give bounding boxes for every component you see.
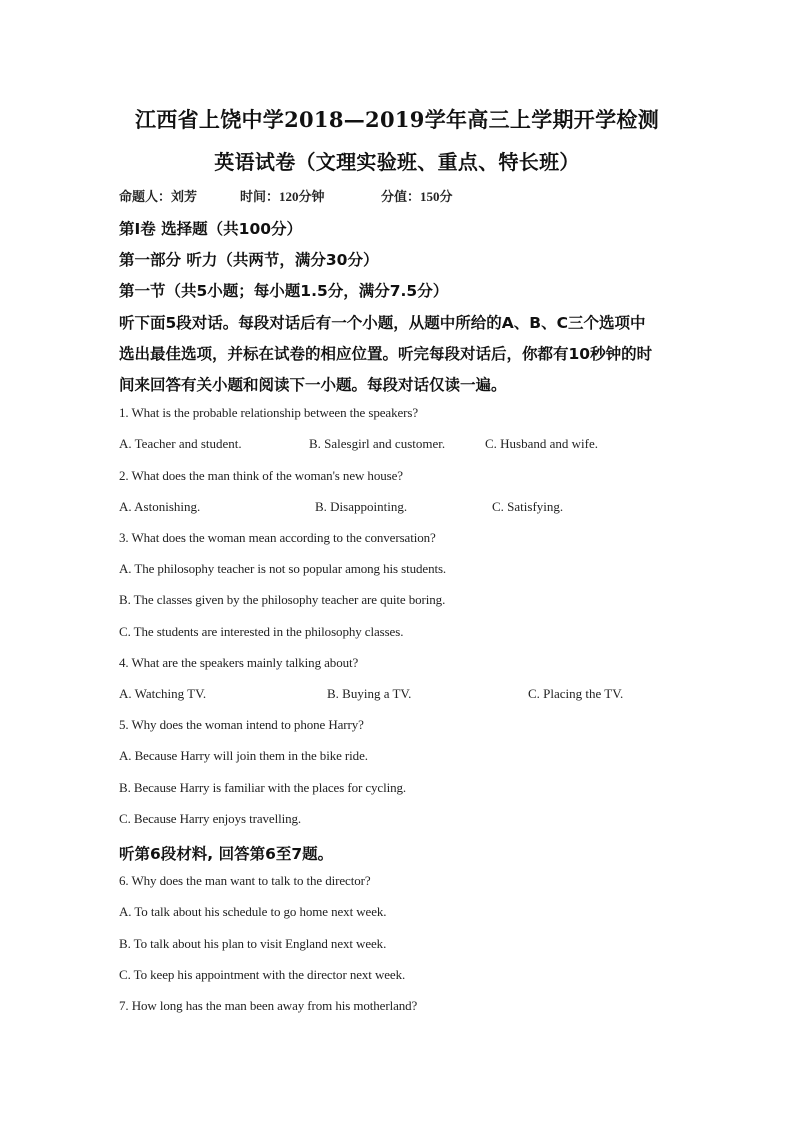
option-c: C. Placing the TV. xyxy=(528,686,624,701)
question-1-options xyxy=(119,436,679,454)
question-4: 4. What are the speakers mainly talking about? xyxy=(119,655,359,670)
option-c: C. Because Harry enjoys travelling. xyxy=(119,811,302,826)
section-heading: 第一部分 听力（共两节，满分30分） xyxy=(119,251,379,269)
question-4-options xyxy=(119,686,679,704)
option-c: C. Husband and wife. xyxy=(485,436,599,451)
section-6-heading: 听第6段材料, 回答第6至7题。 xyxy=(119,845,334,863)
option-b: B. Buying a TV. xyxy=(327,686,412,701)
instruction-line: 听下面5段对话。每段对话后有一个小题，从题中所给的A、B、C三个选项中 xyxy=(119,314,646,332)
exam-meta xyxy=(119,186,679,204)
question-1: 1. What is the probable relationship between the speakers? xyxy=(119,405,418,420)
question-7: 7. How long has the man been away from his motherland? xyxy=(119,998,418,1013)
question-2-options xyxy=(119,499,679,517)
option-a: A. Teacher and student. xyxy=(119,436,242,451)
option-c: C. The students are interested in the philosophy classes. xyxy=(119,624,404,639)
question-6: 6. Why does the man want to talk to the director? xyxy=(119,873,371,888)
exam-subtitle: 英语试卷（文理实验班、重点、特长班） xyxy=(214,150,580,174)
option-a: A. Astonishing. xyxy=(119,499,201,514)
subsection-heading: 第一节（共5小题；每小题1.5分，满分7.5分） xyxy=(119,282,449,300)
question-2: 2. What does the man think of the woman's new house? xyxy=(119,468,403,483)
question-3: 3. What does the woman mean according to the conversation? xyxy=(119,530,436,545)
option-c: C. To keep his appointment with the director next week. xyxy=(119,967,406,982)
instruction-line: 选出最佳选项，并标在试卷的相应位置。听完每段对话后，你都有10秒钟的时 xyxy=(119,345,653,363)
instruction-line: 间来回答有关小题和阅读下一小题。每段对话仅读一遍。 xyxy=(119,376,507,394)
option-b: B. The classes given by the philosophy teacher are quite boring. xyxy=(119,592,446,607)
option-a: A. Because Harry will join them in the bike ride. xyxy=(119,748,368,763)
option-c: C. Satisfying. xyxy=(492,499,564,514)
option-b: B. To talk about his plan to visit England next week. xyxy=(119,936,387,951)
question-5: 5. Why does the woman intend to phone Harry? xyxy=(119,717,364,732)
option-b: B. Disappointing. xyxy=(315,499,408,514)
option-a: A. Watching TV. xyxy=(119,686,207,701)
option-a: A. The philosophy teacher is not so popular among his students. xyxy=(119,561,447,576)
time-text: 时间：120分钟 xyxy=(240,189,325,204)
exam-title: 江西省上饶中学2018—2019学年高三上学期开学检测 xyxy=(135,107,659,132)
option-b: B. Salesgirl and customer. xyxy=(309,436,446,451)
part-heading: 第I卷 选择题（共100分） xyxy=(119,220,303,238)
option-b: B. Because Harry is familiar with the places for cycling. xyxy=(119,780,407,795)
author-text: 命题人：刘芳 xyxy=(119,189,198,204)
option-a: A. To talk about his schedule to go home next week. xyxy=(119,904,387,919)
score-text: 分值：150分 xyxy=(381,189,453,204)
